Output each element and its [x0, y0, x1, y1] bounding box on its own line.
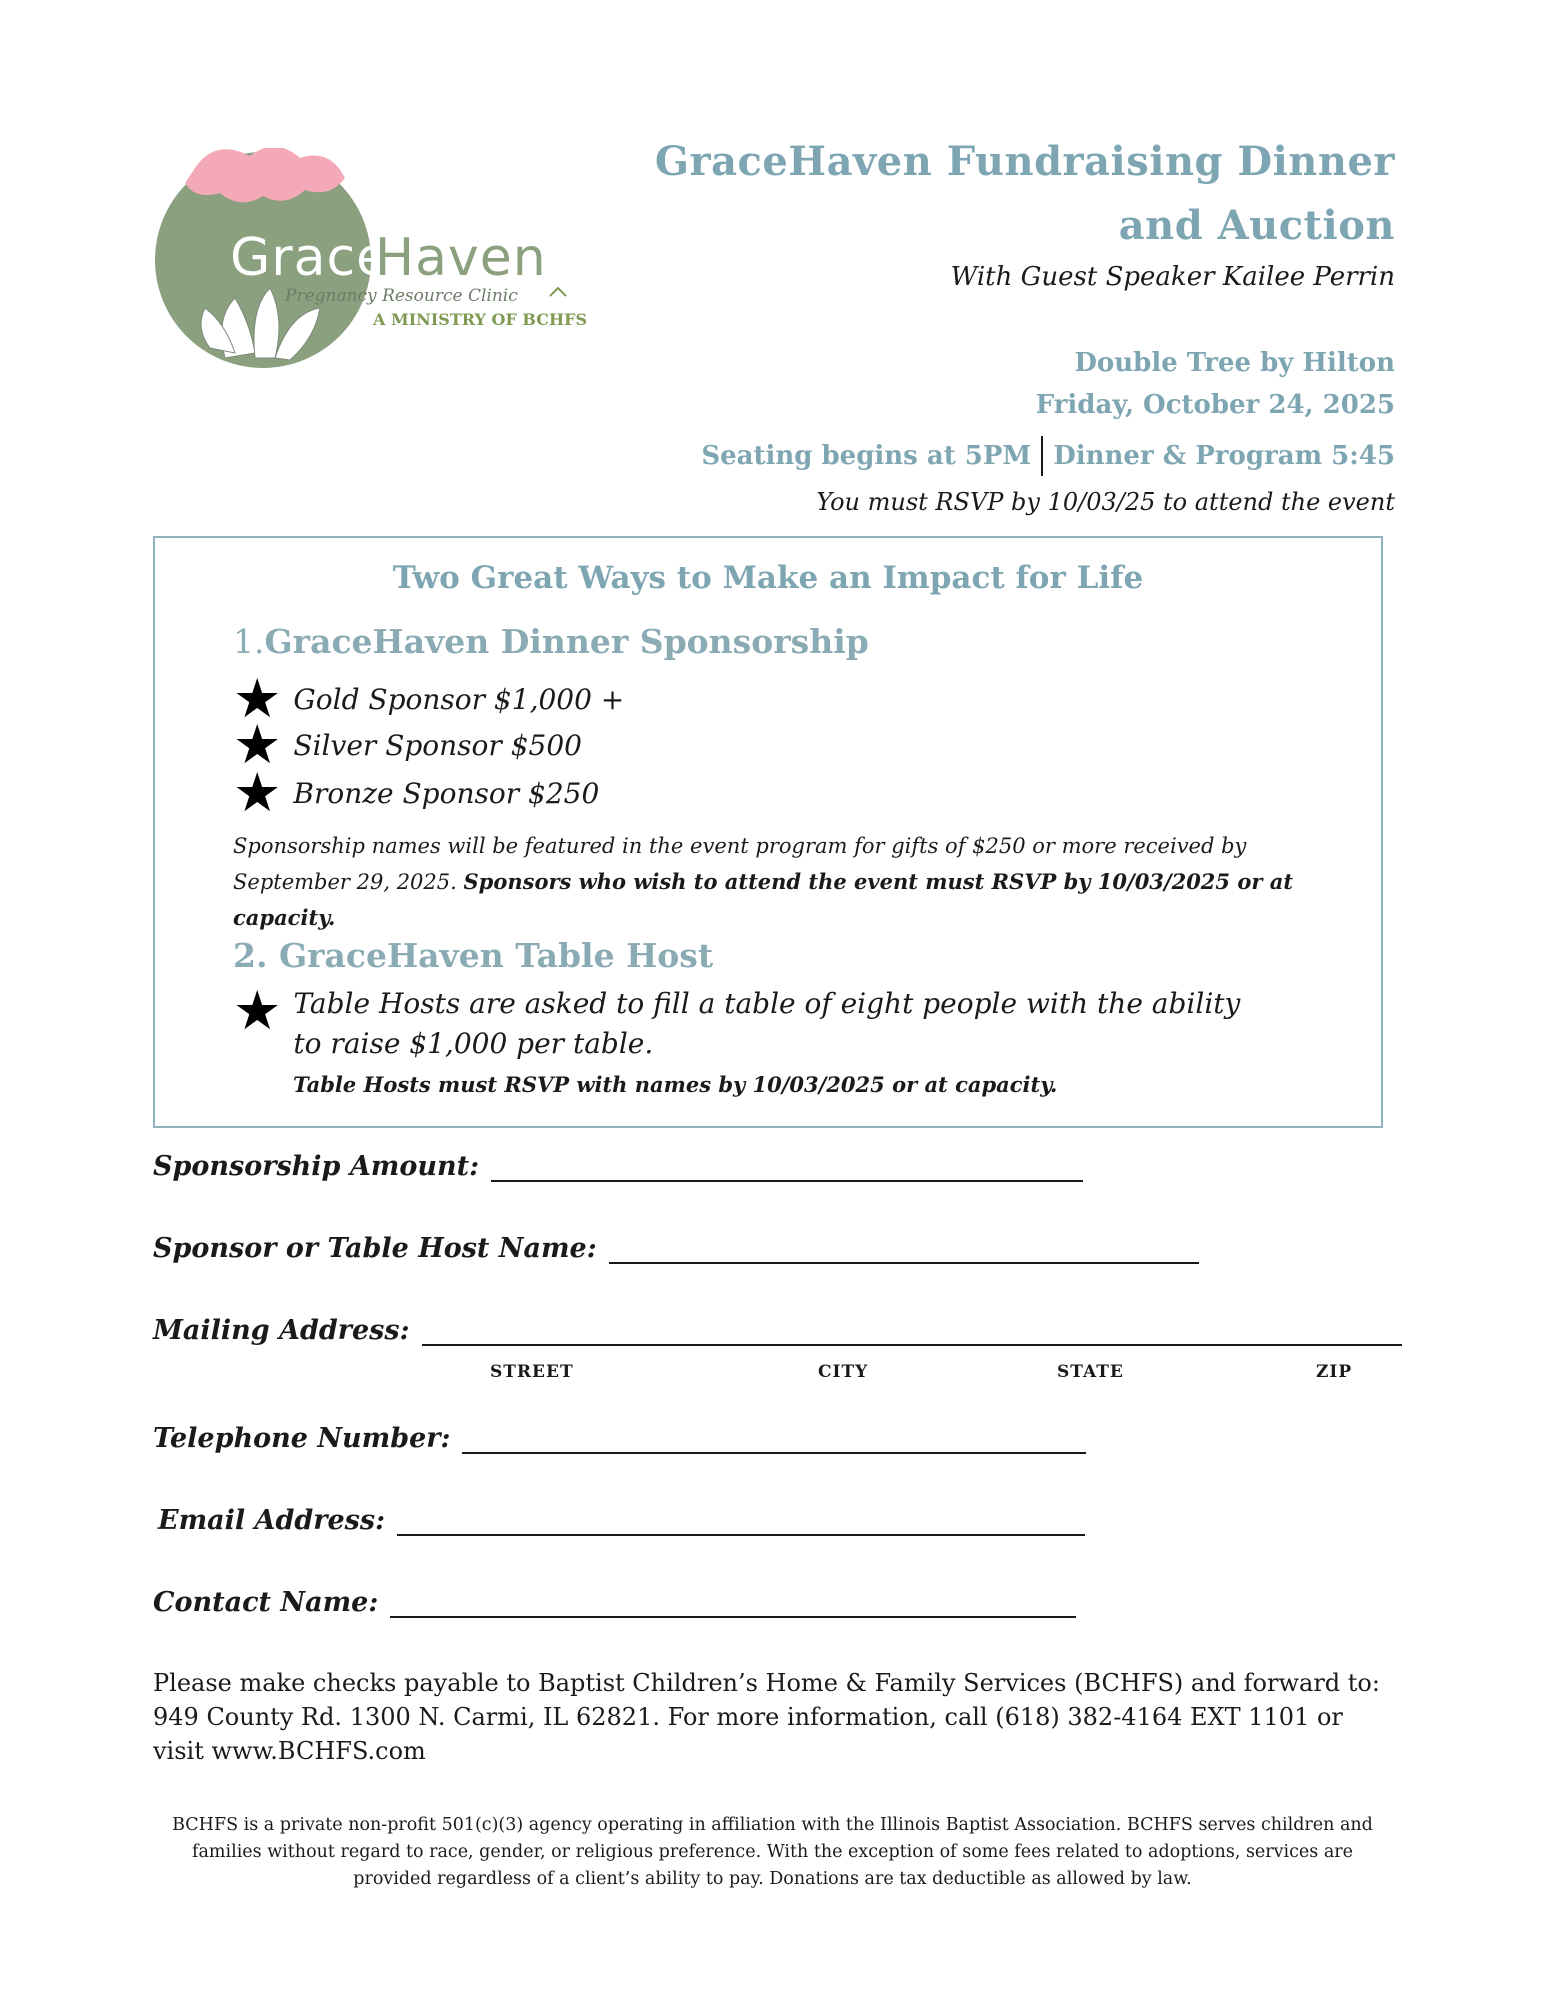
event-title-line1: GraceHaven Fundraising Dinner — [654, 138, 1395, 185]
sponsorship-note-bold: Sponsors who wish to attend the event must RSVP by 10/03/2025 or at capacity. — [233, 869, 1294, 930]
logo-haven-text: Haven — [375, 228, 547, 288]
section-number: 1. — [233, 622, 265, 661]
event-title-line2: and Auction — [1118, 202, 1395, 249]
impact-box — [153, 536, 1383, 1128]
event-date: Friday, October 24, 2025 — [1035, 390, 1395, 420]
program-time: Dinner & Program 5:45 — [1053, 441, 1395, 471]
guest-speaker: With Guest Speaker Kailee Perrin — [950, 262, 1395, 292]
payment-instructions: Please make checks payable to Baptist Children’s Home & Family Services (BCHFS) and forward to: 949 County Rd. 1300 N. Carmi, IL 62821. For more information, call (618) 382-4164 EXT 1101 or visit www.BCHFS.com — [153, 1669, 1380, 1765]
host-name-input[interactable] — [609, 1232, 1199, 1264]
telephone-input[interactable] — [462, 1422, 1086, 1454]
star-icon: ★ — [233, 713, 282, 776]
address-state-label: STATE — [1057, 1362, 1124, 1382]
time-separator — [1041, 436, 1043, 476]
section-title: GraceHaven Dinner Sponsorship — [264, 622, 869, 661]
tier-label: Gold Sponsor $1,000 + — [293, 682, 625, 716]
email-input[interactable] — [397, 1504, 1085, 1536]
field-sponsorship-amount — [153, 1150, 1083, 1182]
mailing-address-label: Mailing Address: — [153, 1315, 410, 1346]
table-host-bullet — [233, 979, 1273, 1064]
field-mailing-address — [153, 1314, 1402, 1346]
event-times — [701, 436, 1395, 476]
field-contact-name — [153, 1586, 1076, 1618]
seating-time: Seating begins at 5PM — [701, 441, 1032, 471]
logo-subtitle: Pregnancy Resource Clinic — [285, 286, 518, 306]
sponsorship-amount-input[interactable] — [491, 1150, 1083, 1182]
field-email — [158, 1504, 1085, 1536]
contact-name-input[interactable] — [390, 1586, 1076, 1618]
nonprofit-disclaimer: BCHFS is a private non-profit 501(c)(3) agency operating in affiliation with the Illinois Baptist Association. BCHFS serves children and families without regard to race, gender, or religious preference. With the exception of some fees related to adoptions, services are provided regardless of a client’s ability to pay. Donations are tax deductible as allowed by law. — [172, 1815, 1373, 1889]
star-icon: ★ — [233, 761, 282, 824]
event-venue: Double Tree by Hilton — [1074, 348, 1395, 378]
address-city-label: CITY — [818, 1362, 869, 1382]
email-label: Email Address: — [158, 1505, 386, 1536]
field-host-name — [153, 1232, 1199, 1264]
table-host-rsvp: Table Hosts must RSVP with names by 10/03/2025 or at capacity. — [293, 1072, 1058, 1097]
field-telephone — [153, 1422, 1086, 1454]
tier-label: Silver Sponsor $500 — [293, 728, 582, 762]
tier-silver — [233, 713, 582, 776]
logo-grace-text: Grace — [230, 228, 390, 288]
host-name-label: Sponsor or Table Host Name: — [153, 1233, 597, 1264]
tier-label: Bronze Sponsor $250 — [293, 776, 600, 810]
star-icon: ★ — [233, 667, 282, 730]
telephone-label: Telephone Number: — [153, 1423, 451, 1454]
sponsorship-note — [233, 828, 1313, 936]
gracehaven-logo — [155, 148, 595, 378]
sponsorship-amount-label: Sponsorship Amount: — [153, 1151, 480, 1182]
contact-name-label: Contact Name: — [153, 1587, 379, 1618]
impact-box-title: Two Great Ways to Make an Impact for Life — [392, 560, 1144, 596]
tier-bronze — [233, 761, 600, 824]
logo-ministry: A MINISTRY OF BCHFS — [373, 310, 587, 329]
rsvp-notice: You must RSVP by 10/03/25 to attend the event — [816, 488, 1395, 516]
star-icon: ★ — [233, 979, 282, 1042]
address-street-label: STREET — [490, 1362, 574, 1382]
mailing-address-input[interactable] — [422, 1314, 1402, 1346]
section-sponsorship-heading — [233, 622, 869, 661]
sponsorship-note-text: Sponsorship names will be featured in the event program for gifts of $250 or more received by September 29, 2025. — [233, 834, 1247, 894]
section-table-host-heading: 2. GraceHaven Table Host — [233, 936, 714, 975]
address-zip-label: ZIP — [1316, 1362, 1353, 1382]
table-host-text: Table Hosts are asked to fill a table of eight people with the ability to raise $1,000 per table. — [293, 987, 1241, 1060]
